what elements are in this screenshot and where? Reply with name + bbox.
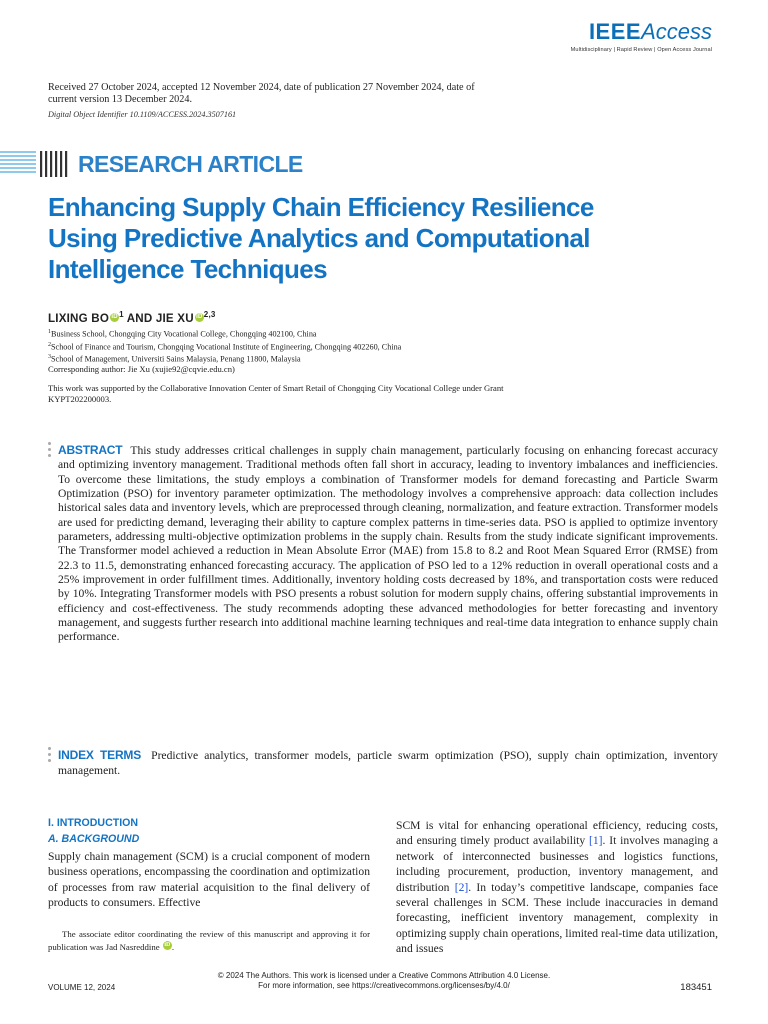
index-terms-label: INDEX TERMS <box>58 748 142 762</box>
orcid-icon[interactable]: iD <box>111 313 118 320</box>
license-notice <box>0 971 768 991</box>
received-dates: Received 27 October 2024, accepted 12 November 2024, date of publication 27 November 2024, date of current version 13 December 2024. <box>48 82 475 105</box>
body-text-left: Supply chain management (SCM) is a crucial component of modern business operations, encompassing the coordination and optimization of processes from raw material acquisition to the final delivery of products to consumers. Effective <box>48 850 370 910</box>
page-number: 183451 <box>680 982 712 993</box>
journal-brand: IEEEAccess <box>588 19 712 44</box>
index-terms-dots-icon <box>48 747 52 765</box>
author-name: AND JIE XU <box>126 311 194 325</box>
affiliation: $^2$School of Finance and Tourism, Chongqing Vocational Institute of Engineering, Chongqing 402260, China <box>48 341 402 352</box>
license-line: For more information, see https://creativecommons.org/licenses/by/4.0/ <box>258 980 510 990</box>
journal-logo <box>571 20 712 53</box>
affiliations <box>48 327 608 365</box>
editor-footnote: The associate editor coordinating the review of this manuscript and approving it for publication was Jad Nasreddine iD . <box>48 929 370 952</box>
affiliation: $^3$School of Management, Universiti Sains Malaysia, Penang 11800, Malaysia <box>48 354 301 365</box>
index-terms <box>58 748 718 778</box>
license-line: © 2024 The Authors. This work is licensed under a Creative Commons Attribution 4.0 License. <box>217 971 551 980</box>
section-heading: I. INTRODUCTION <box>48 817 139 829</box>
author-affil-sup: 2,3 <box>203 310 216 319</box>
citation-link[interactable]: [1] <box>589 834 603 848</box>
abstract-dots-icon <box>48 442 52 460</box>
abstract-label: ABSTRACT <box>58 443 123 457</box>
author-name: LIXING BO <box>48 311 110 325</box>
funding-statement: This work was supported by the Collaborative Innovation Center of Smart Retail of Chongqing City Vocational College under Grant KYPT202200003. <box>48 383 504 404</box>
author-list <box>48 310 216 325</box>
article-type-banner <box>0 147 303 181</box>
article-type-label: RESEARCH ARTICLE <box>78 151 303 177</box>
orcid-icon[interactable]: iD <box>196 313 203 320</box>
index-terms-text: Predictive analytics, transformer models, particle swarm optimization (PSO), supply chain optimization, inventory management. <box>58 749 718 777</box>
abstract <box>58 443 718 645</box>
orcid-icon[interactable]: iD <box>164 942 171 948</box>
author-affil-sup: 1 <box>119 310 124 319</box>
abstract-text: This study addresses critical challenges in supply chain management, particularly focusing on enhancing forecast accuracy and optimizing inventory management. Traditional methods often fall short in accuracy, leading to inventory imbalances and inefficiencies. To overcome these limitations, the study employs a combination of Transformer models for demand forecasting and Particle Swarm Optimization (PSO) for inventory parameter optimization. The methodology involves a comprehensive approach: data collection includes historical sales data and inventory levels, which are preprocessed through cleaning, normalization, and feature extraction. Transformer models are used for predicting demand, leveraging their ability to capture complex patterns in time-series data. PSO is applied to optimize inventory parameters, addressing multi-objective optimization problems in the supply chain. Results from the study indicate significant improvements. The Transformer model achieved a reduction in Mean Absolute Error (MAE) from 15.8 to 8.2 and Root Mean Squared Error (RMSE) from 22.3 to 11.5, demonstrating enhanced forecasting accuracy. The application of PSO led to a 12% reduction in overall operational costs and a 25% improvement in order fulfillment times. Additionally, inventory holding costs decreased by 18%, and transportation costs were reduced by 10%. Integrating Transformer models with PSO presents a robust solution for modern supply chains, offering substantial improvements in efficiency and cost-effectiveness. The study recommends adopting these advanced methodologies for better forecasting and inventory management, and suggests further research into additional machine learning techniques and real-time data integration to enhance supply chain performance. <box>58 444 718 644</box>
journal-tagline: Multidisciplinary | Rapid Review | Open Access Journal <box>570 47 712 53</box>
volume-label: VOLUME 12, 2024 <box>48 983 116 992</box>
banner-bars-icon <box>40 149 70 179</box>
corresponding-author: Corresponding author: Jie Xu (xujie92@cqvie.edu.cn) <box>48 364 235 374</box>
banner-lines-icon <box>0 149 36 177</box>
affiliation: $^1$Business School, Chongqing City Vocational College, Chongqing 402100, China <box>48 329 317 339</box>
paper-title: Enhancing Supply Chain Efficiency Resilience Using Predictive Analytics and Computational Intelligence Techniques <box>48 192 594 284</box>
citation-link[interactable]: [2] <box>454 880 469 894</box>
doi: Digital Object Identifier 10.1109/ACCESS.2024.3507161 <box>48 110 237 119</box>
body-text-right: SCM is vital for enhancing operational efficiency, reducing costs, and ensuring timely product availability [1]. It involves managing a network of interconnected businesses and logistics functions, including procurement, production, inventory management, and distribution [2]. In today’s competitive landscape, companies face several challenges in SCM. These include inaccuracies in demand forecasting, inefficient inventory management, complexity in optimizing supply chain operations, limited real-time data utilization, and issues <box>396 819 718 956</box>
subsection-heading: A. BACKGROUND <box>48 833 140 845</box>
